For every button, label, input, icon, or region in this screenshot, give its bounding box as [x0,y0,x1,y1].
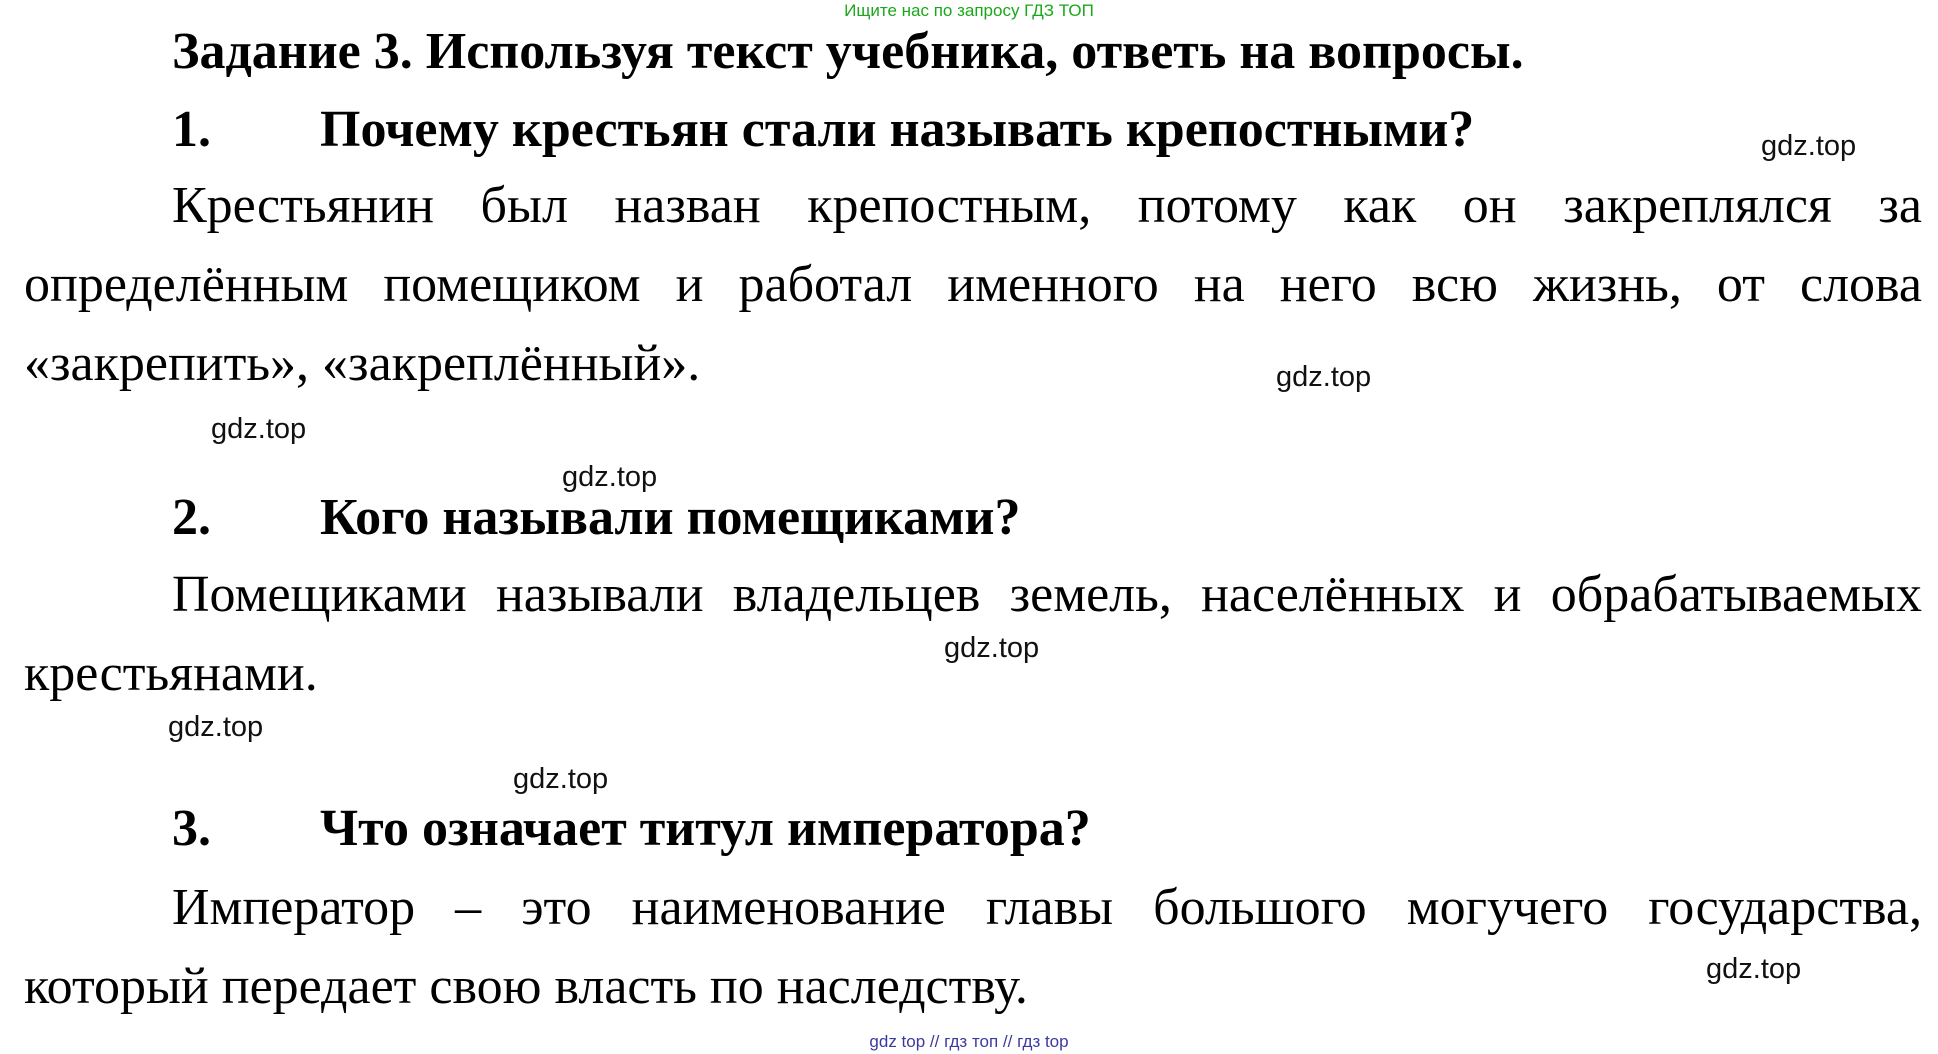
question-text: Почему крестьян стали называть крепостными? [320,101,1475,158]
watermark: gdz.top [562,461,658,493]
watermark: gdz.top [513,763,609,795]
answer-text: Помещиками называли владельцев земель, населённых и обрабатываемых крестьянами. [24,566,1922,702]
watermark: gdz.top [1706,953,1802,985]
top-banner: Ищите нас по запросу ГДЗ ТОП [844,1,1094,20]
answer-text: Император – это наименование главы большого могучего государства, который передает свою власть по наследству. [24,879,1922,1015]
answer-text: Крестьянин был назван крепостным, потому как он закреплялся за определённым помещиком и работал именного на него всю жизнь, от слова «закрепить», «закреплённый». [24,177,1922,392]
watermark: gdz.top [1276,361,1372,393]
question-text: Что означает титул императора? [320,800,1091,857]
watermark: gdz.top [944,632,1040,664]
question-text: Кого называли помещиками? [320,489,1021,546]
question-number: 3. [172,800,211,857]
question-number: 2. [172,489,211,546]
watermark: gdz.top [211,413,307,445]
watermark: gdz.top [168,711,264,743]
page-title: Задание 3. Используя текст учебника, ответь на вопросы. [172,23,1524,80]
footer-watermark: gdz top // гдз топ // гдз top [869,1032,1069,1051]
question-number: 1. [172,101,211,158]
watermark: gdz.top [1761,130,1857,162]
